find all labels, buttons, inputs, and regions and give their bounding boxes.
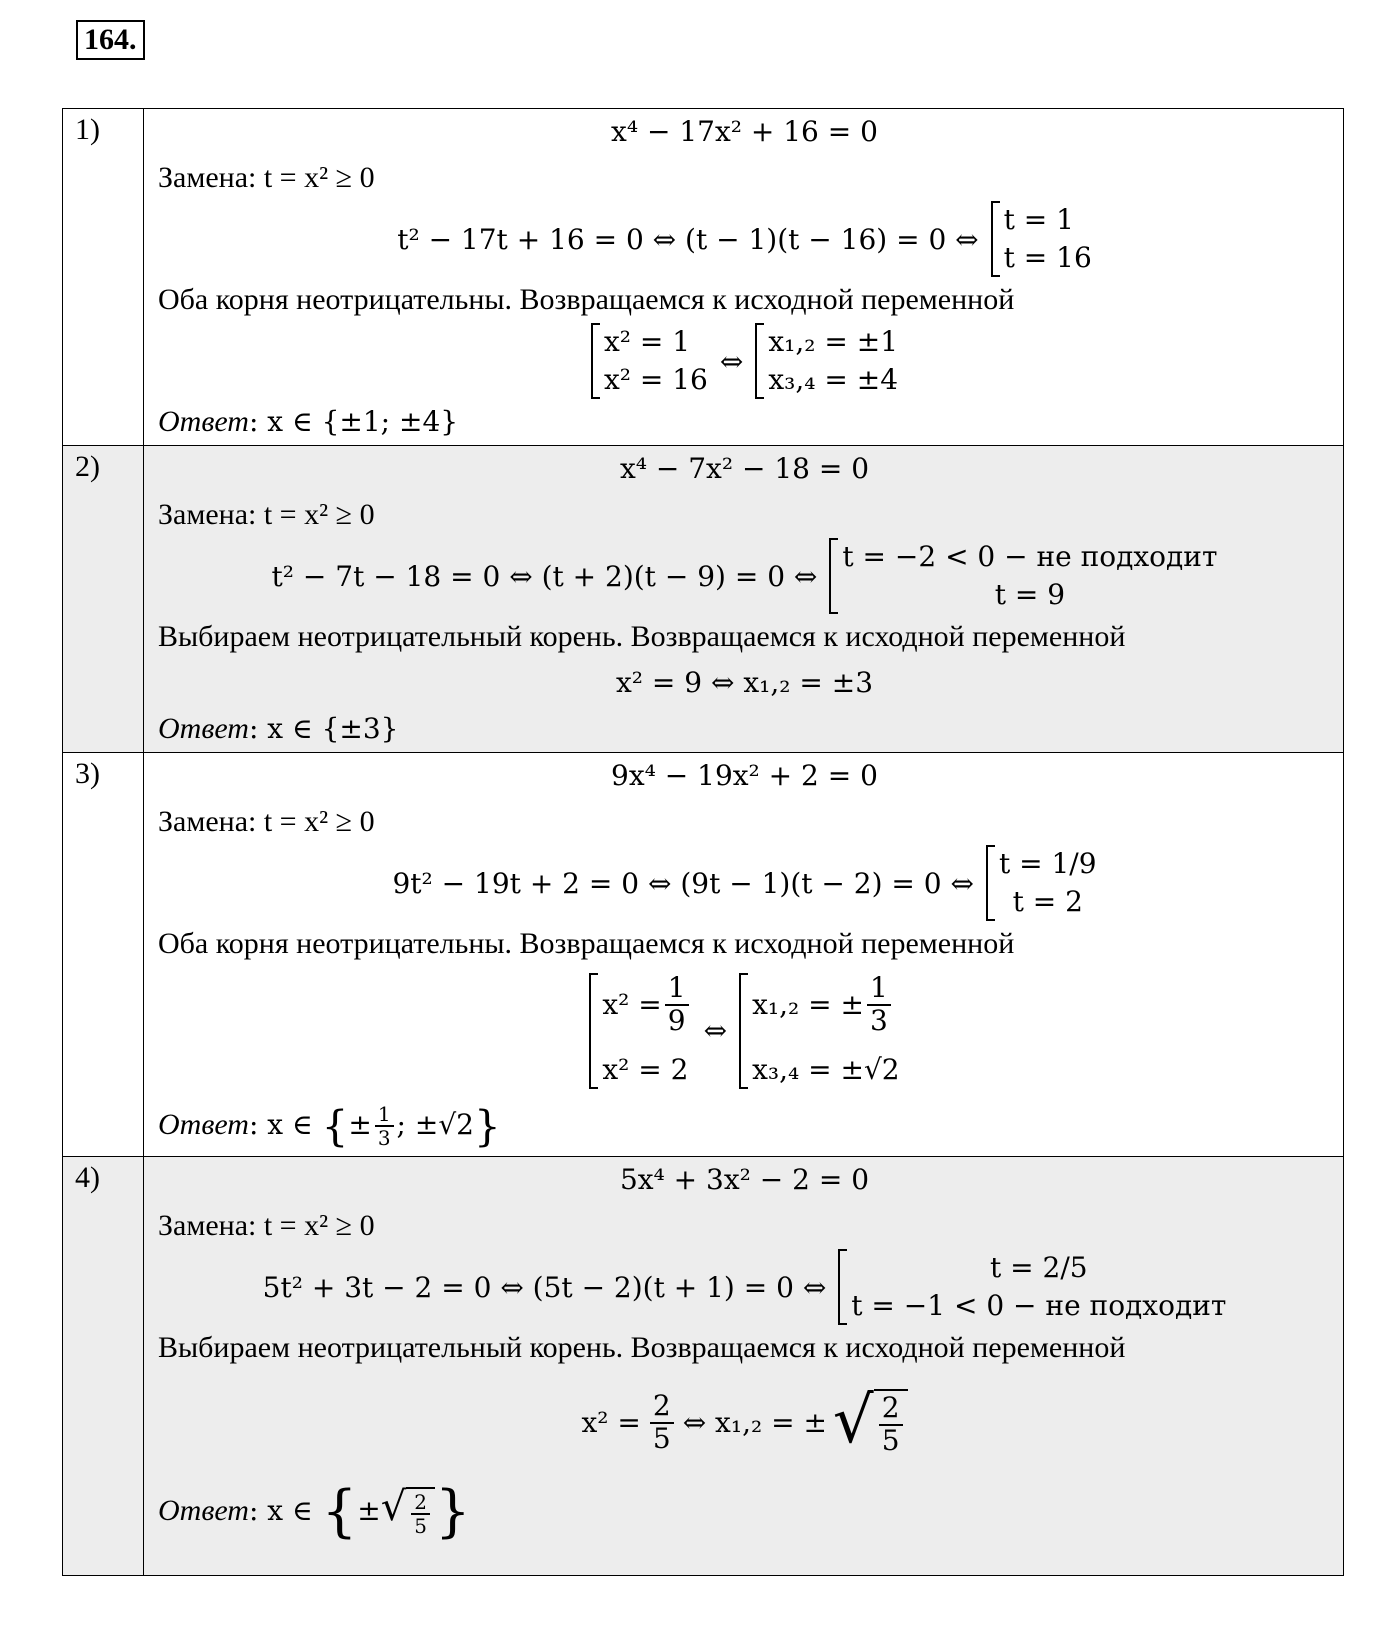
equivalence-sign: ⇔ <box>703 1014 728 1048</box>
solution-row <box>63 1157 1344 1576</box>
solution-row <box>63 753 1344 1157</box>
factor-line <box>158 538 1331 614</box>
note: Оба корня неотрицательны. Возвращаемся к исходной переменной <box>158 283 1015 316</box>
problem-number: 164. <box>76 20 145 60</box>
factor-line <box>158 1249 1331 1325</box>
factor: 5t² + 3t − 2 = 0 ⇔ (5t − 2)(t + 1) = 0 ⇔ <box>262 1270 827 1304</box>
answer-pm: ± <box>348 1107 372 1141</box>
fraction: $\frac{1}{3}$ <box>375 1103 394 1149</box>
bracket <box>755 323 764 399</box>
t-case: t = 2/5 <box>990 1251 1088 1285</box>
factor-line <box>158 201 1331 277</box>
equation: x⁴ − 7x² − 18 = 0 <box>619 452 870 485</box>
square-root <box>832 1384 908 1459</box>
t-case: t = −2 < 0 − не подходит <box>842 540 1218 573</box>
fraction: $\frac{1}{3}$ <box>867 973 891 1037</box>
curly-brace-open: { <box>321 1479 358 1545</box>
t-case: t = −1 < 0 − не подходит <box>851 1289 1227 1323</box>
answer <box>158 1471 1331 1553</box>
answer-label: Ответ <box>158 712 249 745</box>
row-index: 1) <box>63 109 144 446</box>
substitution: Замена: t = x² ≥ 0 <box>158 498 375 531</box>
radical-sign: √ <box>380 1484 407 1531</box>
t-cases <box>986 845 1097 921</box>
t-cases <box>991 201 1092 277</box>
result: x² = 9 ⇔ x₁,₂ = ±3 <box>615 666 874 699</box>
bracket <box>991 201 1000 277</box>
solution-row <box>63 109 1344 446</box>
result-line <box>158 1384 1331 1459</box>
solution-row <box>63 446 1344 753</box>
answer-value: : x ∈ {±3} <box>248 712 399 745</box>
answer-prefix: : x ∈ <box>248 1493 313 1527</box>
answer-value: : x ∈ {±1; ±4} <box>248 405 459 438</box>
x-case: x² = 16 <box>603 363 708 396</box>
factor: t² − 17t + 16 = 0 ⇔ (t − 1)(t − 16) = 0 ⇔ <box>397 222 979 256</box>
answer <box>158 1095 1331 1157</box>
answer-label: Ответ <box>158 1107 249 1141</box>
answer-rest: ; ±√2 <box>396 1107 474 1141</box>
answer <box>158 706 1331 752</box>
x-roots <box>755 323 898 399</box>
substitution: Замена: t = x² ≥ 0 <box>158 1209 375 1243</box>
t-case: t = 2 <box>1012 885 1083 918</box>
answer-pm: ± <box>357 1493 381 1527</box>
bracket <box>591 323 600 399</box>
result-lhs: x² = <box>581 1406 641 1440</box>
x-root <box>752 973 900 1037</box>
curly-brace-close: } <box>434 1479 471 1545</box>
x-root-lhs: x₁,₂ = ± <box>752 987 864 1021</box>
x-case-lhs: x² = <box>602 987 662 1021</box>
x-root: x₁,₂ = ±1 <box>768 325 899 358</box>
factor: 9t² − 19t + 2 = 0 ⇔ (9t − 1)(t − 2) = 0 ⇔ <box>392 866 974 900</box>
curly-brace-close: } <box>474 1101 501 1151</box>
bracket <box>739 973 748 1089</box>
x-system-line <box>158 323 1331 399</box>
x-case <box>602 973 691 1037</box>
bracket <box>986 845 995 921</box>
x-system-line <box>158 973 1331 1089</box>
row-body <box>144 446 1344 753</box>
solution-table <box>62 108 1344 1576</box>
bracket <box>829 538 838 614</box>
row-index: 3) <box>63 753 144 1157</box>
curly-brace-open: { <box>321 1101 349 1151</box>
fraction: $\frac{1}{9}$ <box>665 973 689 1037</box>
x-root: x₃,₄ = ±√2 <box>752 1052 900 1086</box>
note: Выбираем неотрицательный корень. Возвращаемся к исходной переменной <box>158 620 1126 653</box>
fraction: $\frac{2}{5}$ <box>411 1491 430 1537</box>
row-index: 2) <box>63 446 144 753</box>
radical-sign: √ <box>832 1384 874 1459</box>
answer-label: Ответ <box>158 1493 249 1527</box>
answer-label: Ответ <box>158 405 249 438</box>
note: Выбираем неотрицательный корень. Возвращаемся к исходной переменной <box>158 1331 1126 1365</box>
fraction: $\frac{2}{5}$ <box>650 1391 674 1455</box>
answer <box>158 399 1331 445</box>
x-roots <box>739 973 900 1089</box>
t-case: t = 1 <box>1003 203 1074 236</box>
x-cases <box>589 973 691 1089</box>
equivalence-sign: ⇔ <box>719 344 744 378</box>
x-case: x² = 2 <box>602 1052 689 1086</box>
row-body <box>144 753 1344 1157</box>
factor-line <box>158 845 1331 921</box>
bracket <box>589 973 598 1089</box>
result-mid: ⇔ x₁,₂ = ± <box>682 1406 827 1440</box>
x-root: x₃,₄ = ±4 <box>768 363 899 396</box>
t-case: t = 9 <box>994 578 1066 611</box>
substitution: Замена: t = x² ≥ 0 <box>158 805 375 838</box>
t-cases <box>838 1249 1226 1325</box>
bracket <box>838 1249 847 1325</box>
t-case: t = 1/9 <box>998 847 1097 880</box>
equation: 5x⁴ + 3x² − 2 = 0 <box>619 1163 870 1197</box>
note: Оба корня неотрицательны. Возвращаемся к исходной переменной <box>158 927 1015 960</box>
fraction: $\frac{2}{5}$ <box>879 1393 903 1457</box>
equation: x⁴ − 17x² + 16 = 0 <box>611 115 878 148</box>
row-index: 4) <box>63 1157 144 1576</box>
answer-prefix: : x ∈ <box>248 1107 313 1141</box>
t-case: t = 16 <box>1003 241 1092 274</box>
square-root <box>380 1484 435 1539</box>
factor: t² − 7t − 18 = 0 ⇔ (t + 2)(t − 9) = 0 ⇔ <box>271 559 818 593</box>
substitution: Замена: t = x² ≥ 0 <box>158 161 375 194</box>
x-case: x² = 1 <box>603 325 691 358</box>
row-body <box>144 109 1344 446</box>
equation: 9x⁴ − 19x² + 2 = 0 <box>611 759 878 792</box>
t-cases <box>829 538 1217 614</box>
x-cases <box>591 323 708 399</box>
row-body <box>144 1157 1344 1576</box>
